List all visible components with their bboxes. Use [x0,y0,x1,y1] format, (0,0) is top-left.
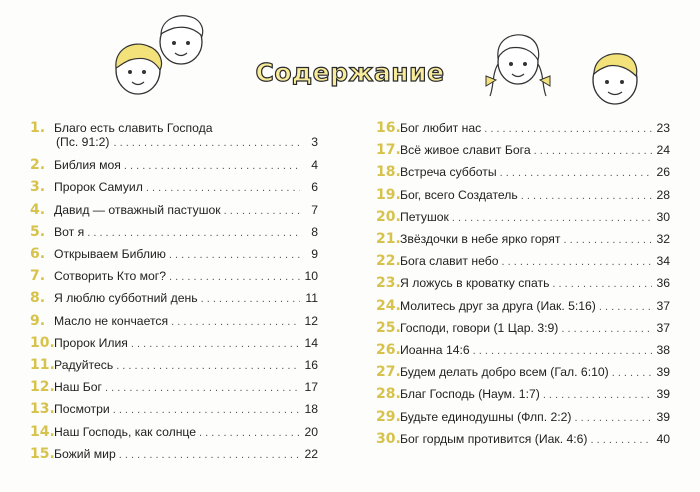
toc-entry-number: 20. [376,208,401,225]
toc-entry [30,446,318,462]
toc-entry [376,231,670,247]
dot-leader [131,338,300,350]
toc-entry-title: Давид — отважный пастушок [54,202,221,217]
dot-leader [612,367,652,379]
toc-entry-number: 9. [30,312,46,329]
toc-entry [376,298,670,314]
dot-leader [552,278,652,290]
dot-leader [169,271,300,283]
toc-entry-page: 30 [656,209,670,224]
toc-entry [30,313,318,329]
toc-entry-page: 7 [311,202,318,217]
toc-entry-number: 6. [30,246,46,262]
dot-leader [113,404,300,416]
toc-entry-page: 39 [656,365,670,380]
toc-entry-number: 13. [30,401,55,418]
toc-entry-number: 14. [30,423,55,440]
toc-entry-number: 7. [30,268,46,285]
dot-leader [201,293,300,305]
toc-entry-page: 17 [304,380,318,395]
toc-entry [30,157,318,173]
toc-entry-page: 4 [311,158,318,173]
toc-entry-page: 32 [656,232,670,246]
toc-entry [30,179,318,195]
toc-entry-title: Библия моя [54,158,121,173]
toc-entry-title: Будем делать добро всем (Гал. 6:10) [400,365,609,380]
toc-entry [376,187,670,203]
toc-entry-page: 40 [656,431,670,446]
dot-leader [171,316,300,328]
toc-entry-title: Пророк Илия [54,335,128,350]
toc-entry [30,246,318,262]
toc-entry-number: 12. [30,379,55,396]
toc-entry [30,424,318,440]
toc-entry-page: 20 [304,424,318,439]
dot-leader [119,449,300,461]
dot-leader [501,256,652,268]
toc-entry [376,120,670,136]
dot-leader [563,234,652,246]
toc-entry-title: Встреча субботы [400,165,497,180]
toc-entry-page: 11 [305,291,318,306]
toc-entry [376,209,670,225]
toc-entry [376,342,670,358]
toc-entry-page: 3 [311,135,318,149]
dot-leader [124,160,300,172]
toc-entry [30,224,318,240]
toc-entry [30,335,318,351]
toc-entry-title: Бог, всего Создатель [400,187,518,202]
toc-entry-number: 18. [376,164,401,181]
toc-entry-title: Благо есть славить Господа [54,121,213,135]
toc-entry-number: 26. [376,342,401,358]
toc-entry-number: 1. [30,120,46,136]
toc-entry-page: 39 [656,387,670,402]
toc-entry-number: 28. [376,386,401,403]
toc-entry [376,431,670,447]
toc-entry-title: Звёздочки в небе ярко горят [400,232,561,246]
toc-entry-page: 37 [656,298,670,313]
toc-entry-title: Пророк Самуил [54,180,143,195]
dot-leader [590,434,652,446]
toc-entry-number: 22. [376,253,401,270]
dot-leader [543,389,652,401]
toc-entry-number: 24. [376,297,401,314]
dot-leader [561,323,652,335]
toc-entry-number: 15. [30,445,55,462]
toc-entry-title: Всё живое славит Бога [400,143,531,158]
dot-leader [113,137,300,149]
toc-entry-number: 8. [30,290,46,307]
toc-entry-page: 22 [304,446,318,461]
toc-entry-title: Иоанна 14:6 [400,343,470,357]
toc-entry-number: 23. [376,275,401,292]
toc-entry-title: Вот я [54,224,85,239]
toc-entry-page: 10 [304,269,318,284]
dot-leader [521,190,652,202]
toc-entry-page: 16 [304,358,318,372]
toc-entry-title: Посмотри [54,402,110,417]
toc-entry-reference: (Пс. 91:2) [56,135,110,149]
dot-leader [224,205,300,217]
toc-entry-number: 30. [376,430,401,447]
toc-entry-page: 28 [656,187,670,202]
toc-entry-page: 12 [304,313,318,328]
toc-entry-title: Я люблю субботний день [54,291,198,306]
toc-entry-number: 25. [376,319,401,336]
toc-entry [376,320,670,336]
dot-leader [116,360,300,372]
dot-leader [484,123,652,135]
toc-entry [30,401,318,417]
toc-entry-title: Наш Господь, как солнце [54,424,197,439]
toc-entry-title: Открываем Библию [54,247,166,261]
toc-entry-title: Сотворить Кто мог? [54,269,167,284]
toc-entry [376,364,670,380]
dot-leader [199,427,300,439]
toc-entry [376,275,670,291]
toc-entry-number: 4. [30,201,46,218]
toc-entry-page: 37 [656,320,670,335]
dot-leader [169,249,300,261]
toc-entry [30,202,318,218]
toc-entry [30,290,318,306]
toc-entry-page: 14 [304,335,318,350]
toc-entry-page: 26 [656,165,670,180]
toc-entry-page: 23 [656,121,670,135]
toc-entry-title: Наш Бог [54,380,102,395]
toc-entry-title: Господи, говори (1 Цар. 3:9) [400,320,559,335]
dot-leader [146,182,300,194]
toc-entry-page: 8 [311,224,318,239]
toc-entry-title: Божий мир [54,446,116,461]
toc-entry-title: Молитесь друг за друга (Иак. 5:16) [400,298,596,313]
toc-entry [376,253,670,269]
toc-entry-title: Бога славит небо [400,254,499,269]
toc-entry-number: 19. [376,186,401,203]
toc-entry-number: 21. [376,231,401,247]
toc-entry-title: Будьте единодушны (Флп. 2:2) [400,409,572,424]
dot-leader [574,412,652,424]
toc-entry-title: Радуйтесь [54,358,114,372]
toc-entry [30,268,318,284]
toc-entry-title: Благ Господь (Наум. 1:7) [400,387,540,402]
toc-entry-number: 5. [30,223,46,240]
toc-entry [376,409,670,425]
toc-entry-page: 6 [311,180,318,195]
toc-entry [376,386,670,402]
dot-leader [599,301,652,313]
toc-entry-page: 18 [304,402,318,417]
toc-entry-number: 11. [30,357,55,373]
toc-entry [30,120,318,136]
toc-entry-number: 2. [30,157,46,174]
toc-entry-page: 34 [656,254,670,269]
toc-entry-page: 36 [656,276,670,291]
toc-entry-title: Петушок [400,209,449,224]
dot-leader [87,227,300,239]
page-title: Содержание [255,58,445,87]
toc-entry-title: Бог гордым противится (Иак. 4:6) [400,431,588,446]
dot-leader [534,145,652,157]
toc-entry-page: 38 [656,343,670,357]
toc-entry-number: 10. [30,334,55,351]
dot-leader [105,382,300,394]
toc-entry-page: 39 [656,409,670,424]
dot-leader [452,212,652,224]
toc-entry-number: 29. [376,408,401,425]
toc-entry-title: Бог любит нас [400,121,482,135]
toc-entry-subline [30,135,318,149]
toc-entry-page: 24 [656,143,670,158]
dot-leader [500,167,652,179]
toc-entry [376,164,670,180]
toc-entry-page: 9 [311,247,318,261]
toc-entry [30,357,318,373]
dot-leader [473,345,652,357]
toc-entry-title: Я ложусь в кроватку спать [400,276,550,291]
toc-entry [376,142,670,158]
toc-entry-number: 17. [376,142,401,159]
toc-entry [30,379,318,395]
toc-entry-number: 3. [30,179,46,196]
toc-entry-number: 16. [376,120,401,136]
toc-entry-title: Масло не кончается [54,313,169,328]
toc-entry-number: 27. [376,364,401,381]
